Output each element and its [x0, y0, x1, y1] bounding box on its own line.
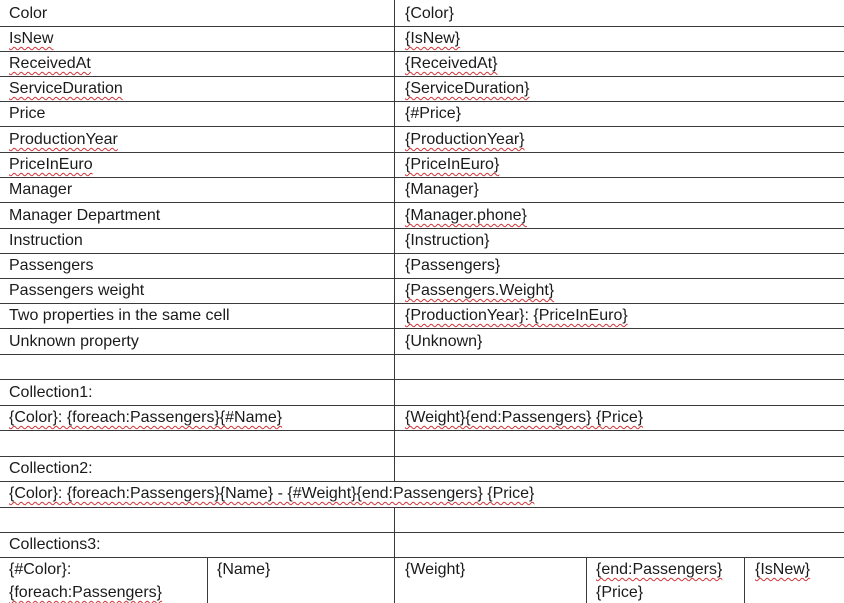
- collection2-title: Collection2:: [9, 460, 93, 477]
- row-border: [0, 557, 844, 558]
- row-label: Instruction: [9, 232, 83, 249]
- row-border: [0, 126, 844, 127]
- collection3-title: Collections3:: [9, 536, 101, 553]
- row-border: [0, 253, 844, 254]
- row-border: [0, 278, 844, 279]
- collection1-title: Collection1:: [9, 384, 93, 401]
- row-border: [0, 532, 844, 533]
- collection3-foreach: {foreach:Passengers}: [9, 584, 162, 601]
- row-value: {Color}: [405, 5, 454, 22]
- row-label: Passengers: [9, 257, 94, 274]
- row-border: [0, 303, 844, 304]
- collection2-line: {Color}: {foreach:Passengers}{Name} - {#Weight}{end:Passengers} {Price}: [9, 485, 535, 502]
- row-value: {PriceInEuro}: [405, 156, 500, 173]
- row-label: ServiceDuration: [9, 80, 123, 97]
- row-border: [0, 456, 844, 457]
- column-border: [744, 557, 745, 603]
- collection3-weight: {Weight}: [405, 561, 466, 578]
- row-border: [0, 328, 844, 329]
- row-border: [0, 101, 844, 102]
- row-border: [0, 481, 844, 482]
- row-label: IsNew: [9, 30, 54, 47]
- row-border: [0, 152, 844, 153]
- row-border: [0, 354, 844, 355]
- row-value: {Manager}: [405, 181, 479, 198]
- row-value: {Passengers}: [405, 257, 501, 274]
- row-label: ReceivedAt: [9, 55, 91, 72]
- row-label: Passengers weight: [9, 282, 145, 299]
- row-label: Price: [9, 105, 46, 122]
- row-border: [0, 507, 844, 508]
- collection3-color: {#Color}:: [9, 561, 72, 578]
- row-value: {Passengers.Weight}: [405, 282, 555, 299]
- collection3-end: {end:Passengers}: [596, 561, 723, 578]
- row-label: ProductionYear: [9, 131, 118, 148]
- row-value: {Manager.phone}: [405, 207, 527, 224]
- row-label: Manager Department: [9, 207, 161, 224]
- row-border: [0, 177, 844, 178]
- collection1-left: {Color}: {foreach:Passengers}{#Name}: [9, 409, 283, 426]
- row-label: Manager: [9, 181, 73, 198]
- row-value: {Instruction}: [405, 232, 490, 249]
- column-border: [394, 0, 395, 481]
- column-border: [207, 557, 208, 603]
- row-border: [0, 430, 844, 431]
- row-border: [0, 51, 844, 52]
- row-border: [0, 228, 844, 229]
- row-border: [0, 202, 844, 203]
- row-value: {ProductionYear}: [405, 131, 525, 148]
- row-value: {#Price}: [405, 105, 462, 122]
- collection1-right: {Weight}{end:Passengers} {Price}: [405, 409, 644, 426]
- row-value: {ReceivedAt}: [405, 55, 498, 72]
- row-value: {ServiceDuration}: [405, 80, 530, 97]
- collection3-isnew: {IsNew}: [755, 561, 811, 578]
- row-label: PriceInEuro: [9, 156, 93, 173]
- row-label: Unknown property: [9, 333, 139, 350]
- row-border: [0, 26, 844, 27]
- row-value: {Unknown}: [405, 333, 483, 350]
- row-border: [0, 76, 844, 77]
- row-value: {IsNew}: [405, 30, 461, 47]
- row-value: {ProductionYear}: {PriceInEuro}: [405, 307, 628, 324]
- row-border: [0, 405, 844, 406]
- row-border: [0, 379, 844, 380]
- column-border: [394, 507, 395, 603]
- row-label: Two properties in the same cell: [9, 307, 230, 324]
- collection3-name: {Name}: [217, 561, 271, 578]
- column-border: [586, 557, 587, 603]
- row-label: Color: [9, 5, 48, 22]
- collection3-price: {Price}: [596, 584, 644, 601]
